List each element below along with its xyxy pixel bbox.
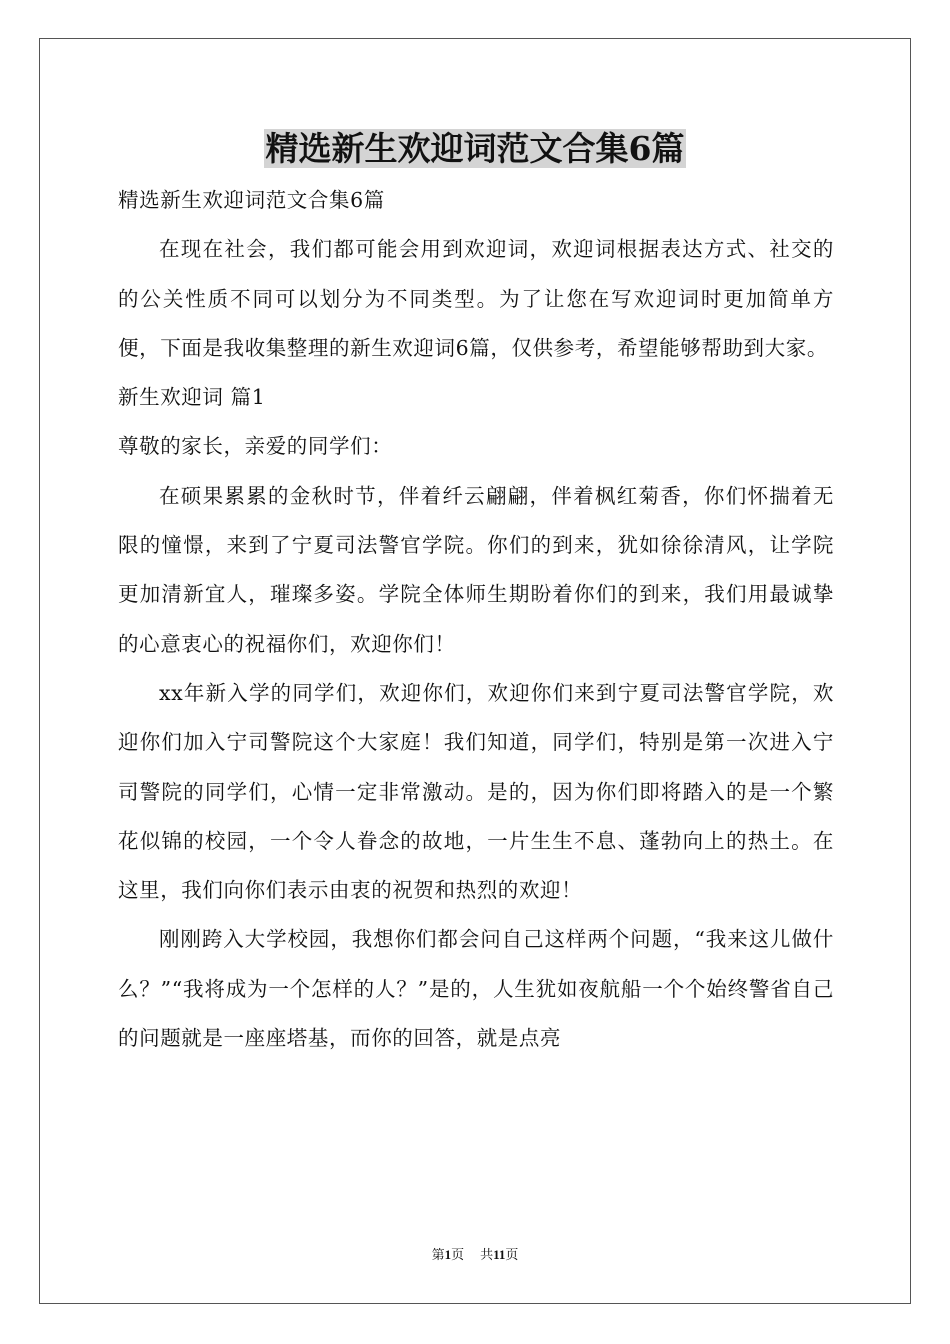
document-title — [0, 126, 950, 172]
document-body — [118, 176, 834, 1063]
paragraph-body: xx年新入学的同学们，欢迎你们，欢迎你们来到宁夏司法警官学院，欢迎你们加入宁司警院这个大家庭！我们知道，同学们，特别是第一次进入宁司警院的同学们，心情一定非常激动。是的，因为你们即将踏入的是一个繁花似锦的校园，一个令人眷念的故地，一片生生不息、蓬勃向上的热土。在这里，我们向你们表示由衷的祝贺和热烈的欢迎！ — [118, 680, 834, 903]
page-number: 第1页 — [431, 1247, 465, 1262]
total-pages: 共11页 — [480, 1247, 519, 1262]
section-heading: 新生欢迎词 篇1 — [118, 385, 266, 410]
paragraph-body: 刚刚跨入大学校园，我想你们都会问自己这样两个问题，“我来这儿做什么？”“我将成为一个怎样的人？”是的，人生犹如夜航船一个个始终警省自己的问题就是一座座塔基，而你的回答，就是点亮 — [118, 927, 834, 1051]
paragraph-subtitle: 精选新生欢迎词范文合集6篇 — [118, 188, 385, 212]
paragraph-body: 在硕果累累的金秋时节，伴着纤云翩翩，伴着枫红菊香，你们怀揣着无限的憧憬，来到了宁夏司法警官学院。你们的到来，犹如徐徐清风，让学院更加清新宜人，璀璨多姿。学院全体师生期盼着你们的到来，我们用最诚挚的心意衷心的祝福你们，欢迎你们！ — [118, 483, 834, 656]
paragraph-salutation: 尊敬的家长，亲爱的同学们： — [118, 434, 393, 459]
page-footer — [0, 1246, 950, 1264]
paragraph-intro: 在现在社会，我们都可能会用到欢迎词，欢迎词根据表达方式、社交的的公关性质不同可以划分为不同类型。为了让您在写欢迎词时更加简单方便，下面是我收集整理的新生欢迎词6篇，仅供参考，希望能够帮助到大家。 — [118, 237, 834, 360]
document-title-text: 精选新生欢迎词范文合集6篇 — [265, 129, 685, 168]
